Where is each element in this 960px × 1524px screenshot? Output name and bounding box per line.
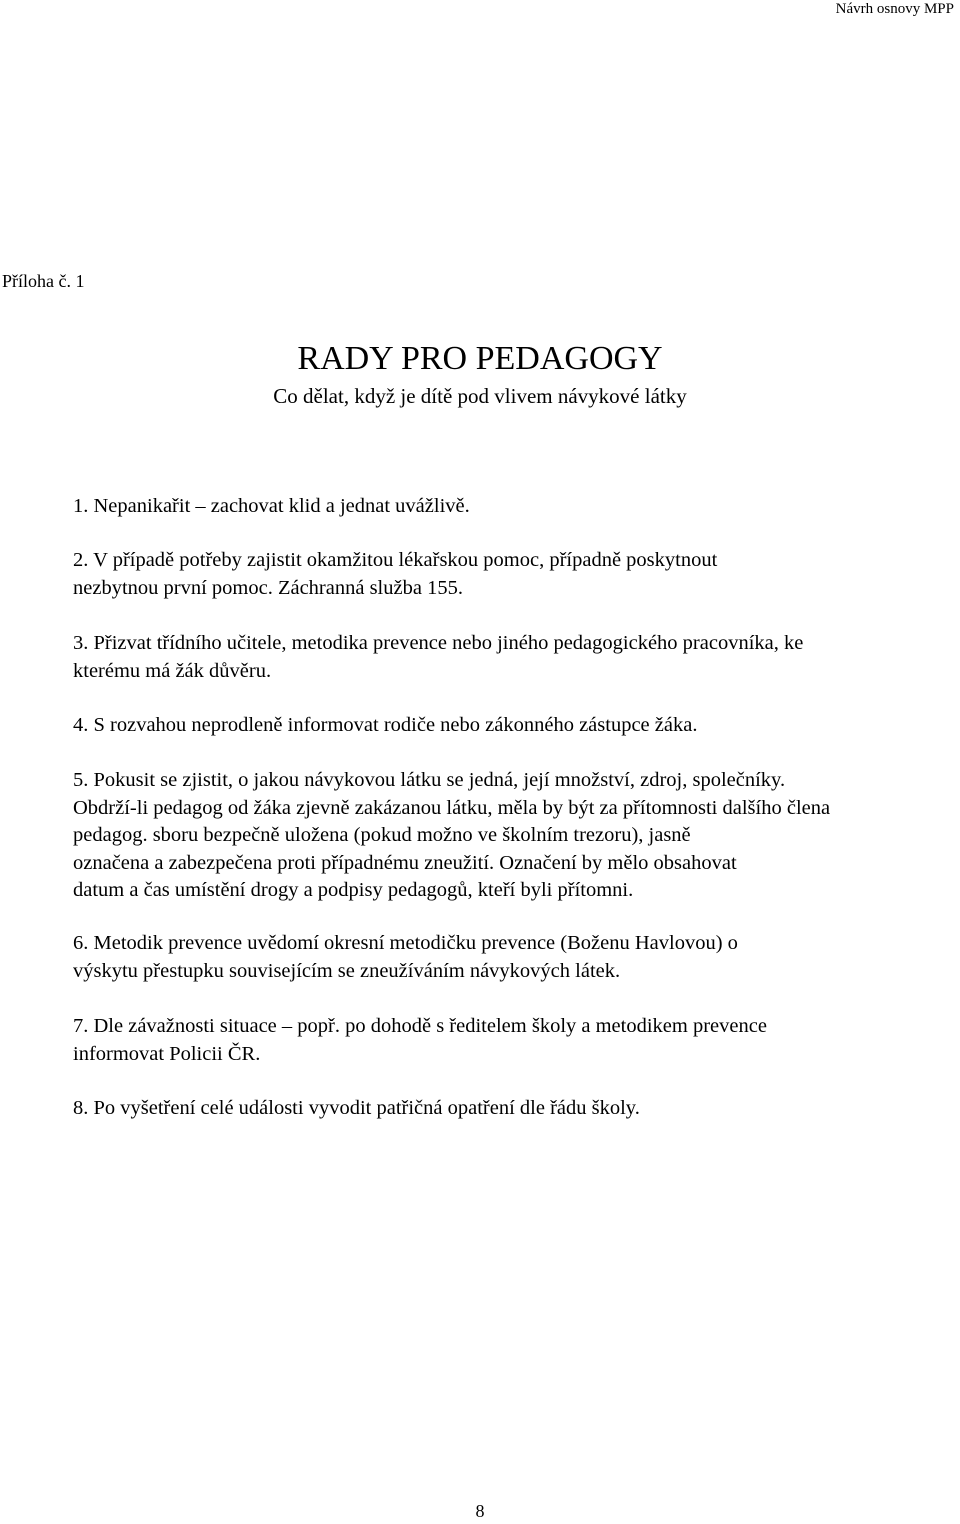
advice-item-line: informovat Policii ČR. [73, 1042, 261, 1065]
advice-item-4 [73, 712, 958, 740]
advice-item-line: 4. S rozvahou neprodleně informovat rodiče nebo zákonného zástupce žáka. [73, 714, 698, 736]
appendix-label: Příloha č. 1 [2, 271, 85, 291]
document-subtitle: Co dělat, když je dítě pod vlivem návykové látky [273, 384, 687, 408]
advice-item-line: 8. Po vyšetření celé události vyvodit patřičná opatření dle řádu školy. [73, 1097, 640, 1119]
running-header: Návrh osnovy MPP [835, 1, 954, 17]
advice-item-line: označena a zabezpečena proti případnému zneužití. Označení by mělo obsahovat [73, 851, 737, 874]
document-title: RADY PRO PEDAGOGY [297, 340, 663, 377]
advice-item-1 [73, 493, 958, 521]
page-number: 8 [475, 1501, 485, 1521]
advice-item-3 [73, 630, 958, 685]
advice-item-7 [73, 1013, 958, 1068]
advice-item-2 [73, 547, 958, 602]
advice-item-line: nezbytnou první pomoc. Záchranná služba 155. [73, 576, 463, 599]
advice-item-8 [73, 1095, 958, 1123]
advice-item-line: pedagog. sboru bezpečně uložena (pokud možno ve školním trezoru), jasně [73, 824, 691, 846]
advice-item-line: 2. V případě potřeby zajistit okamžitou lékařskou pomoc, případně poskytnout [73, 549, 718, 571]
advice-item-line: datum a čas umístění drogy a podpisy pedagogů, kteří byli přítomni. [73, 879, 634, 901]
advice-item-line: kterému má žák důvěru. [73, 659, 272, 682]
advice-item-line: 5. Pokusit se zjistit, o jakou návykovou látku se jedná, její množství, zdroj, společníky. [73, 769, 786, 791]
advice-item-5 [73, 767, 958, 905]
advice-item-line: 3. Přizvat třídního učitele, metodika prevence nebo jiného pedagogického pracovníka, ke [73, 632, 804, 654]
advice-item-6 [73, 930, 958, 985]
advice-item-line: 1. Nepanikařit – zachovat klid a jednat uvážlivě. [73, 495, 470, 517]
advice-item-line: Obdrží-li pedagog od žáka zjevně zakázanou látku, měla by být za přítomnosti dalšího člena [73, 796, 831, 819]
advice-item-line: 7. Dle závažnosti situace – popř. po dohodě s ředitelem školy a metodikem prevence [73, 1015, 767, 1037]
advice-item-line: 6. Metodik prevence uvědomí okresní metodičku prevence (Boženu Havlovou) o [73, 932, 738, 954]
advice-item-line: výskytu přestupku souvisejícím se zneužíváním návykových látek. [73, 959, 621, 982]
